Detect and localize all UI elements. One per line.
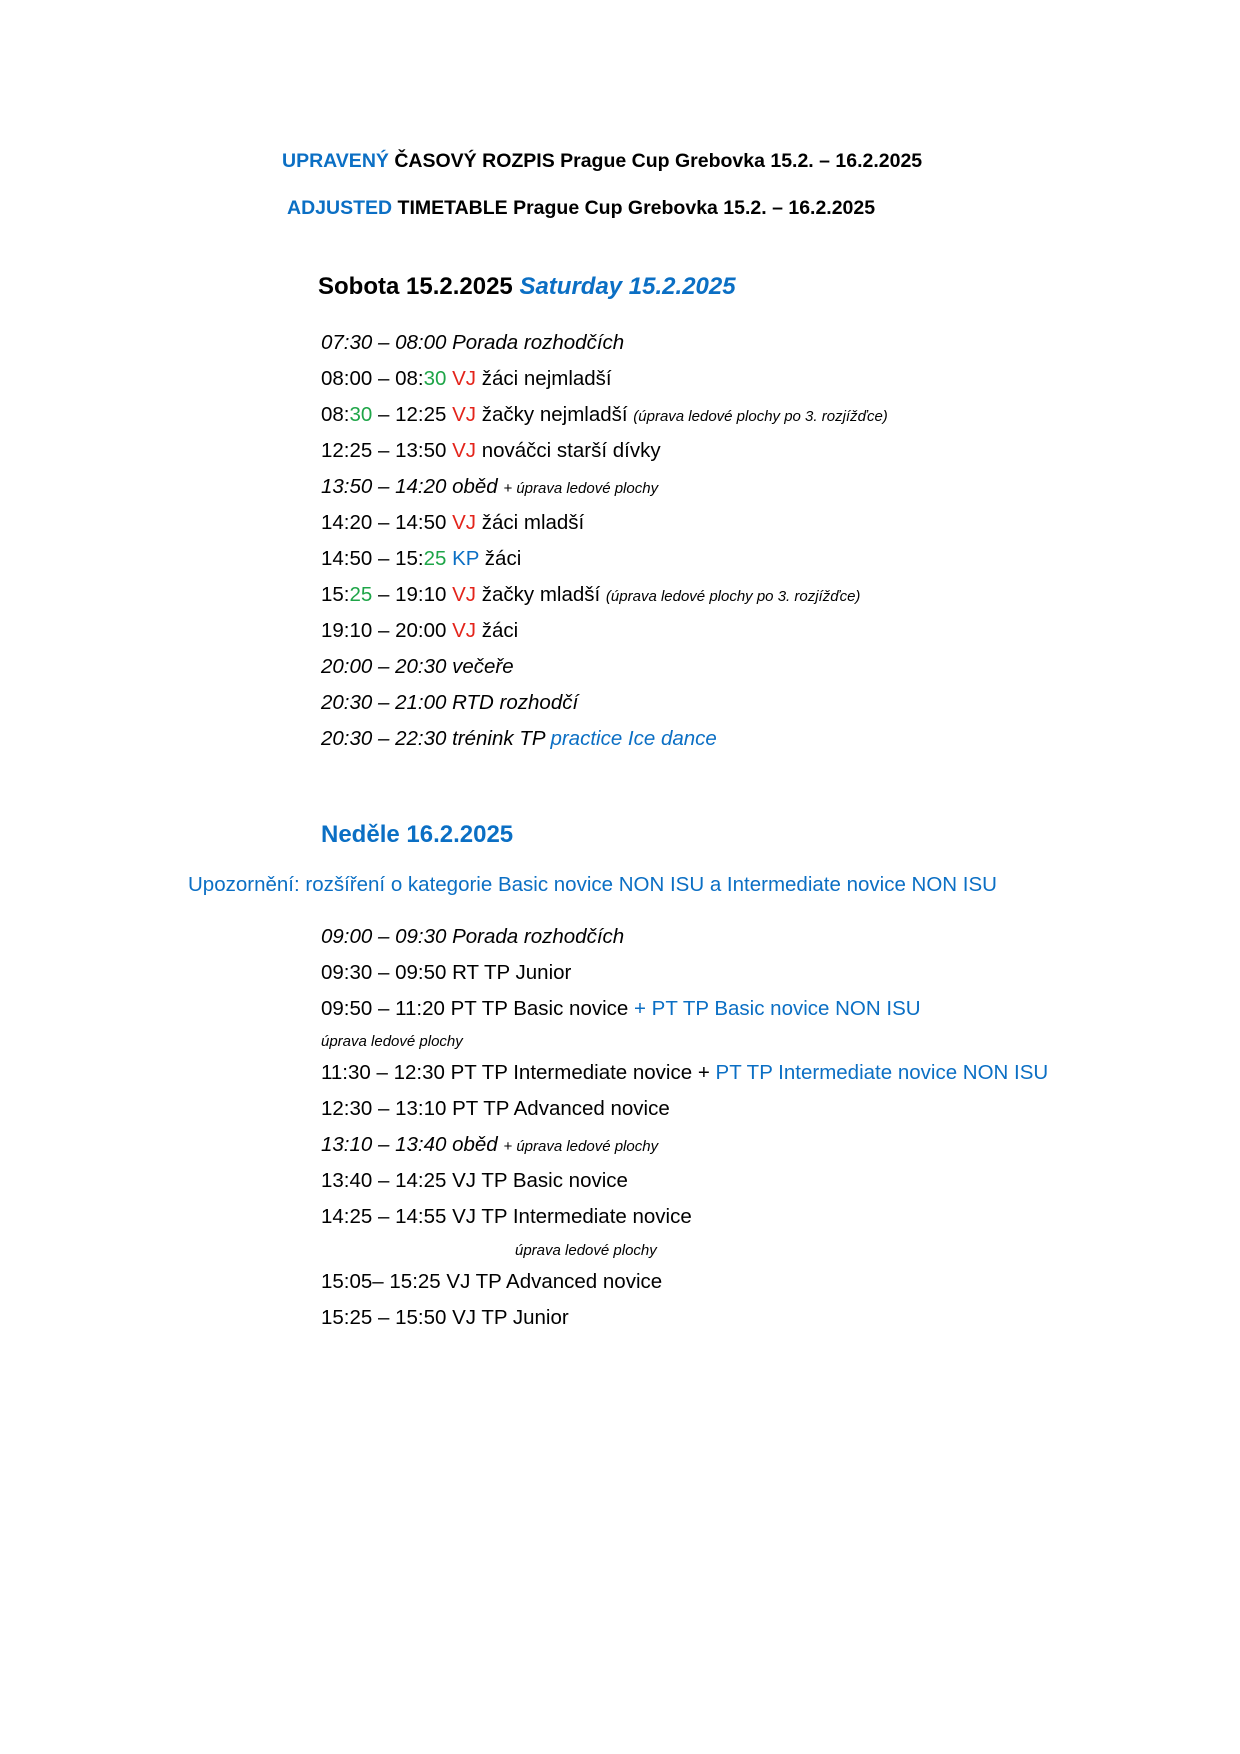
sunday-notice: Upozornění: rozšíření o kategorie Basic novice NON ISU a Intermediate novice NON ISU — [188, 873, 997, 896]
sat-row-10 — [321, 655, 514, 679]
sun-row-12 — [321, 1306, 569, 1330]
saturday-heading-cz: Sobota 15.2.2025 — [318, 273, 513, 300]
sun-row-6-text: 12:30 – 13:10 PT TP Advanced novice — [321, 1097, 670, 1120]
sun-row-3-added: + PT TP Basic novice NON ISU — [634, 997, 921, 1020]
title-czech-accent: UPRAVENÝ — [282, 150, 389, 172]
sun-row-7-note: + úprava ledové plochy — [503, 1138, 659, 1155]
sun-row-12-text: 15:25 – 15:50 VJ TP Junior — [321, 1306, 569, 1329]
sun-row-7 — [321, 1133, 658, 1157]
sun-row-9 — [321, 1205, 692, 1229]
sun-row-5-text: 11:30 – 12:30 PT TP Intermediate novice + — [321, 1061, 716, 1084]
sun-row-1-text: 09:00 – 09:30 Porada rozhodčích — [321, 925, 625, 948]
sat-row-7-time: 14:50 – 15: — [321, 547, 424, 570]
sat-row-5-text: 13:50 – 14:20 oběd — [321, 475, 504, 498]
sun-row-11-text: 15:05– 15:25 VJ TP Advanced novice — [321, 1270, 663, 1293]
sat-row-4-segment: VJ — [452, 439, 477, 462]
sat-row-1-text: 07:30 – 08:00 Porada rozhodčích — [321, 331, 625, 354]
sat-row-5-note: + úprava ledové plochy — [503, 480, 659, 497]
sun-row-8-text: 13:40 – 14:25 VJ TP Basic novice — [321, 1169, 628, 1192]
title-english-rest: TIMETABLE Prague Cup Grebovka 15.2. – 16.2.2025 — [392, 197, 876, 219]
sat-row-6 — [321, 511, 584, 535]
sat-row-8-segment: VJ — [452, 583, 477, 606]
sunday-heading: Neděle 16.2.2025 — [321, 821, 514, 848]
sat-row-6-time: 14:20 – 14:50 — [321, 511, 453, 534]
title-czech-rest: ČASOVÝ ROZPIS Prague Cup Grebovka 15.2. – 16.2.2025 — [388, 150, 923, 172]
sat-row-3-time-changed: 30 — [349, 403, 373, 426]
sun-row-3 — [321, 997, 921, 1021]
sat-row-2-time-changed: 30 — [423, 367, 447, 390]
sun-row-2-text: 09:30 – 09:50 RT TP Junior — [321, 961, 572, 984]
sat-row-12 — [321, 727, 717, 751]
title-english-accent: ADJUSTED — [287, 197, 393, 219]
sat-row-4 — [321, 439, 661, 463]
sun-row-6 — [321, 1097, 670, 1121]
sat-row-7-time-changed: 25 — [423, 547, 447, 570]
sat-row-9-time: 19:10 – 20:00 — [321, 619, 453, 642]
sat-row-8-time: 15: — [321, 583, 350, 606]
title-czech — [282, 150, 922, 173]
sat-row-9-category: žáci — [476, 619, 519, 642]
sat-row-1 — [321, 331, 624, 355]
sat-row-8-category: žačky mladší — [476, 583, 606, 606]
saturday-heading-en: Saturday 15.2.2025 — [519, 273, 736, 300]
title-english — [287, 197, 875, 220]
sat-row-8 — [321, 583, 860, 607]
sun-row-ice-resurface-2: úprava ledové plochy — [515, 1242, 657, 1259]
sat-row-3 — [321, 403, 888, 427]
sat-row-7 — [321, 547, 521, 571]
sat-row-7-category: žáci — [479, 547, 522, 570]
sat-row-2-segment: VJ — [452, 367, 477, 390]
sat-row-2-category: žáci nejmladší — [476, 367, 612, 390]
sat-row-6-segment: VJ — [452, 511, 477, 534]
sat-row-9 — [321, 619, 518, 643]
sat-row-10-text: 20:00 – 20:30 večeře — [321, 655, 514, 678]
sat-row-4-category: nováčci starší dívky — [476, 439, 661, 462]
sat-row-11 — [321, 691, 578, 715]
sun-row-9-text: 14:25 – 14:55 VJ TP Intermediate novice — [321, 1205, 692, 1228]
sat-row-9-segment: VJ — [452, 619, 477, 642]
sat-row-11-text: 20:30 – 21:00 RTD rozhodčí — [321, 691, 579, 714]
sun-row-7-text: 13:10 – 13:40 oběd — [321, 1133, 504, 1156]
sun-row-5 — [321, 1061, 1048, 1085]
sun-row-3-text: 09:50 – 11:20 PT TP Basic novice — [321, 997, 635, 1020]
sat-row-3-time-end: – 12:25 — [372, 403, 453, 426]
saturday-heading — [318, 273, 736, 301]
sun-row-8 — [321, 1169, 628, 1193]
sat-row-3-note: (úprava ledové plochy po 3. rozjížďce) — [633, 408, 888, 425]
sun-row-1 — [321, 925, 624, 949]
sat-row-3-time: 08: — [321, 403, 350, 426]
sat-row-8-note: (úprava ledové plochy po 3. rozjížďce) — [605, 588, 861, 605]
sat-row-7-segment: KP — [452, 547, 480, 570]
sat-row-3-segment: VJ — [452, 403, 477, 426]
sat-row-12-english: practice Ice dance — [550, 727, 717, 750]
sun-row-5-added: PT TP Intermediate novice NON ISU — [715, 1061, 1049, 1084]
sun-row-ice-resurface-1: úprava ledové plochy — [321, 1033, 463, 1050]
sat-row-8-time-end: – 19:10 — [372, 583, 453, 606]
sat-row-12-text: 20:30 – 22:30 trénink TP — [321, 727, 551, 750]
sun-row-2 — [321, 961, 571, 985]
sat-row-2-time: 08:00 – 08: — [321, 367, 424, 390]
sat-row-2 — [321, 367, 612, 391]
sun-row-11 — [321, 1270, 662, 1294]
sat-row-3-category: žačky nejmladší — [476, 403, 634, 426]
sat-row-6-category: žáci mladší — [476, 511, 585, 534]
sat-row-8-time-changed: 25 — [349, 583, 373, 606]
sat-row-4-time: 12:25 – 13:50 — [321, 439, 453, 462]
sat-row-5 — [321, 475, 658, 499]
